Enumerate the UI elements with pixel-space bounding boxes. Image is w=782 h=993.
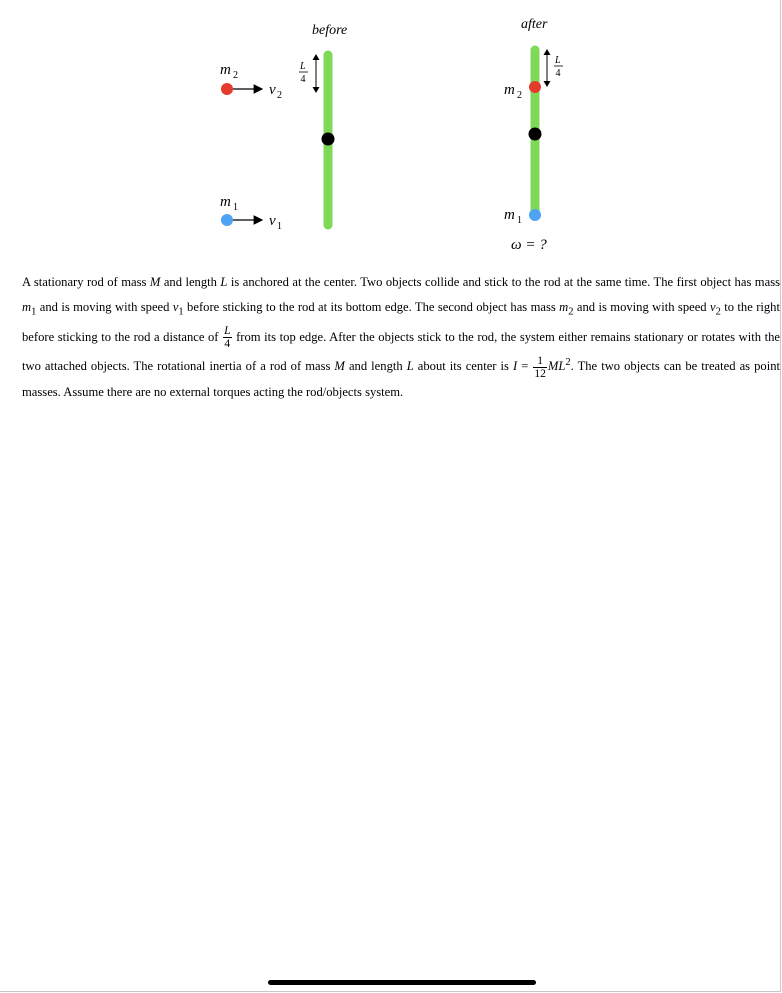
fraction-numerator: 1 <box>533 355 547 368</box>
m2-label-after: m <box>504 82 515 98</box>
m2-label-before: m <box>220 62 231 78</box>
text-segment: and is moving with speed <box>36 300 173 314</box>
before-label: before <box>312 23 348 38</box>
var-m1: m <box>22 300 32 314</box>
text-segment: about its center is <box>413 359 513 374</box>
dimension-arrow-top-before <box>313 54 320 60</box>
var-m2: m <box>559 300 569 314</box>
var-L: L <box>220 275 228 289</box>
text-segment: and is moving with speed <box>573 300 710 314</box>
text-segment: before sticking to the rod at its bottom edge. The second object has mass <box>183 300 560 314</box>
dimension-arrow-top-after <box>544 49 551 55</box>
dimension-4-before: 4 <box>300 74 306 85</box>
var-ML: ML <box>547 359 566 374</box>
m1-sub-before: 1 <box>233 202 238 213</box>
dimension-4-after: 4 <box>555 68 561 79</box>
v2-label: v <box>269 82 276 98</box>
fraction-denominator: 12 <box>534 367 546 380</box>
m1-sub-after: 1 <box>517 215 522 226</box>
equals-sign: = <box>517 359 533 374</box>
var-L: L <box>406 359 414 374</box>
var-M: M <box>334 359 345 374</box>
var-I: I <box>512 359 518 374</box>
v1-label: v <box>269 213 276 229</box>
text-segment: from its top edge. After the objects stick to the rod, the system either remains stationary or rotates with the two attached objects. The rotational inertia of a rod of mass <box>22 329 780 374</box>
var-v1-sub: 1 <box>178 306 184 318</box>
var-m1-sub: 1 <box>31 306 37 318</box>
home-indicator[interactable] <box>268 980 536 985</box>
m1-ball-before <box>221 214 233 226</box>
after-label: after <box>521 17 548 32</box>
dimension-L-after: L <box>555 55 561 66</box>
var-M: M <box>149 275 161 289</box>
m2-ball-after <box>529 81 541 93</box>
m1-label-after: m <box>504 207 515 223</box>
m2-ball-before <box>221 83 233 95</box>
fraction-L-over-4 <box>223 325 231 350</box>
exponent-2: 2 <box>565 357 571 369</box>
var-v2-sub: 2 <box>715 306 721 318</box>
fraction-1-over-12 <box>533 355 547 380</box>
text-segment: and length <box>160 275 221 289</box>
text-segment: to the right before sticking to the rod a distance of <box>22 300 780 344</box>
var-v2: v <box>710 300 716 314</box>
m1-label-before: m <box>220 194 231 210</box>
text-segment: . The two objects can be treated as point masses. Assume there are no external torques acting the rod/objects system. <box>22 359 780 399</box>
v1-sub: 1 <box>277 221 282 232</box>
m2-sub-after: 2 <box>517 90 522 101</box>
text-segment: and length <box>344 359 407 374</box>
fraction-numerator: L <box>224 325 231 338</box>
dimension-L-before: L <box>300 61 306 72</box>
collision-diagram <box>0 0 782 265</box>
m2-sub-before: 2 <box>233 70 238 81</box>
v2-sub: 2 <box>277 90 282 101</box>
text-segment: A stationary rod of mass <box>22 275 150 289</box>
omega-label: ω = ? <box>511 237 547 253</box>
pivot-after <box>529 128 542 141</box>
problem-statement <box>22 270 780 405</box>
pivot-before <box>322 133 335 146</box>
dimension-arrow-bottom-after <box>544 81 551 87</box>
text-segment: is anchored at the center. Two objects collide and stick to the rod at the same time. The first object has mass <box>227 275 780 289</box>
dimension-arrow-bottom-before <box>313 87 320 93</box>
var-m2-sub: 2 <box>568 306 574 318</box>
fraction-denominator: 4 <box>224 338 231 351</box>
m1-ball-after <box>529 209 541 221</box>
var-v1: v <box>172 300 179 314</box>
